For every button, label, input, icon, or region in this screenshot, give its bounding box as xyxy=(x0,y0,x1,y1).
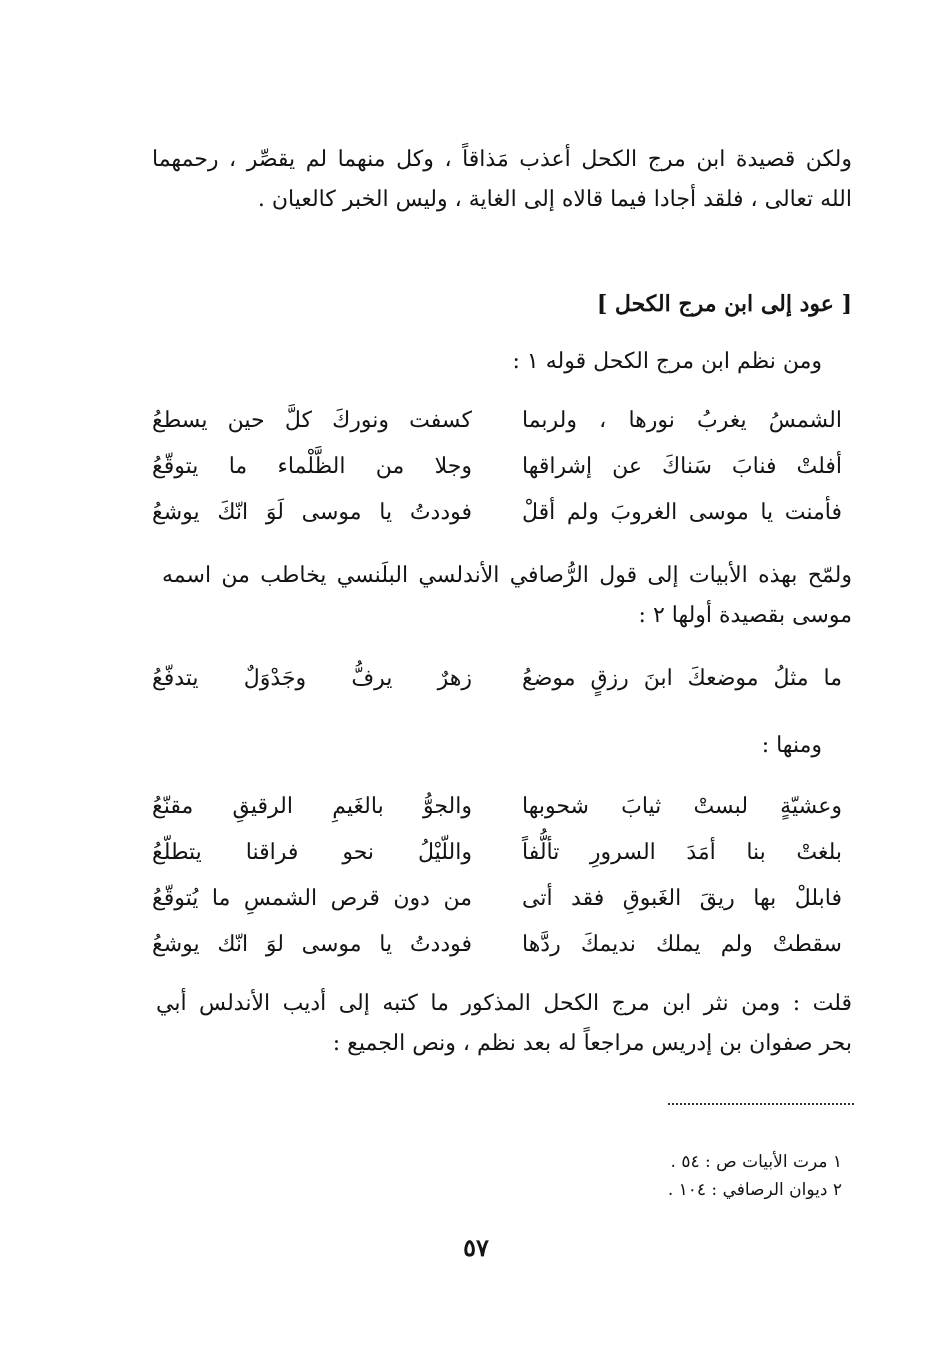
paragraph-1 xyxy=(152,138,852,222)
verse-second-hemistich: فوددتُ يا موسى لوَ انّك يوشعُ xyxy=(152,932,472,957)
footnote-separator xyxy=(668,1103,854,1105)
verse xyxy=(152,922,842,968)
paragraph-1-line-2: الله تعالى ، فلقد أجادا فيما قالاه إلى الغاية ، وليس الخبر كالعيان . xyxy=(257,187,852,212)
verse-second-hemistich: من دون قرص الشمسِ ما يُتوقّعُ xyxy=(152,886,472,911)
paragraph-2 xyxy=(162,554,852,638)
intro-line-1: ومن نظم ابن مرج الكحل قوله ١ : xyxy=(512,349,822,374)
paragraph-2-line-2: موسى بقصيدة أولها ٢ : xyxy=(638,603,852,628)
page-number: ٥٧ xyxy=(463,1233,489,1262)
paragraph-3 xyxy=(156,982,852,1066)
verse-first-hemistich: ما مثلُ موضعكَ ابنَ رزقٍ موضعُ xyxy=(522,666,842,691)
verse-second-hemistich: وجلا من الظَّلْماء ما يتوقّعُ xyxy=(152,454,472,479)
verse-first-hemistich: الشمسُ يغربُ نورها ، ولربما xyxy=(522,408,842,433)
intro-line-2: ومنها : xyxy=(761,733,822,758)
poem-2 xyxy=(152,656,842,702)
paragraph-1-line-1: ولكن قصيدة ابن مرج الكحل أعذب مَذاقاً ، وكل منهما لم يقصِّر ، رحمهما xyxy=(152,147,852,172)
verse xyxy=(152,784,842,830)
section-heading: [ عود إلى ابن مرج الكحل ] xyxy=(596,291,852,317)
poem-3 xyxy=(152,784,842,968)
paragraph-3-line-2: بحر صفوان بن إدريس مراجعاً له بعد نظم ، ونص الجميع : xyxy=(332,1031,852,1056)
footnote-2: ٢ ديوان الرصافي : ١٠٤ . xyxy=(667,1180,842,1200)
verse-second-hemistich: كسفت ونوركَ كلَّ حين يسطعُ xyxy=(152,408,472,433)
footnote-1: ١ مرت الأبيات ص : ٥٤ . xyxy=(670,1152,842,1172)
verse xyxy=(152,830,842,876)
verse-first-hemistich: سقطتْ ولم يملك نديمكَ ردَّها xyxy=(522,932,842,957)
paragraph-2-line-1: ولمّح بهذه الأبيات إلى قول الرُّصافي الأندلسي البلَنسي يخاطب من اسمه xyxy=(162,563,852,588)
verse-first-hemistich: بلغتْ بنا أمَدَ السرورِ تألُّفاً xyxy=(522,840,842,865)
poem-1 xyxy=(152,398,842,536)
verse xyxy=(152,656,842,702)
verse-second-hemistich: واللّيْلُ نحو فراقنا يتطلّعُ xyxy=(152,840,472,865)
verse-first-hemistich: أفلتْ فنابَ سَناكَ عن إشراقها xyxy=(522,454,842,479)
verse-second-hemistich: فوددتُ يا موسى لَوَ انّكَ يوشعُ xyxy=(152,500,472,525)
paragraph-3-line-1: قلت : ومن نثر ابن مرج الكحل المذكور ما كتبه إلى أديب الأندلس أبي xyxy=(156,991,852,1016)
verse-second-hemistich: زهرٌ يرفُّ وجَدْوَلٌ يتدفّعُ xyxy=(152,666,472,691)
verse-first-hemistich: فابللْ بها ريقَ الغَبوقِ فقد أتى xyxy=(522,886,842,911)
verse xyxy=(152,490,842,536)
verse xyxy=(152,876,842,922)
verse xyxy=(152,444,842,490)
verse-first-hemistich: فأمنت يا موسى الغروبَ ولم أقلْ xyxy=(522,500,842,525)
verse xyxy=(152,398,842,444)
verse-first-hemistich: وعشيّةٍ لبستْ ثيابَ شحوبها xyxy=(522,794,842,819)
verse-second-hemistich: والجوُّ بالغَيمِ الرقيقِ مقنّعُ xyxy=(152,794,472,819)
